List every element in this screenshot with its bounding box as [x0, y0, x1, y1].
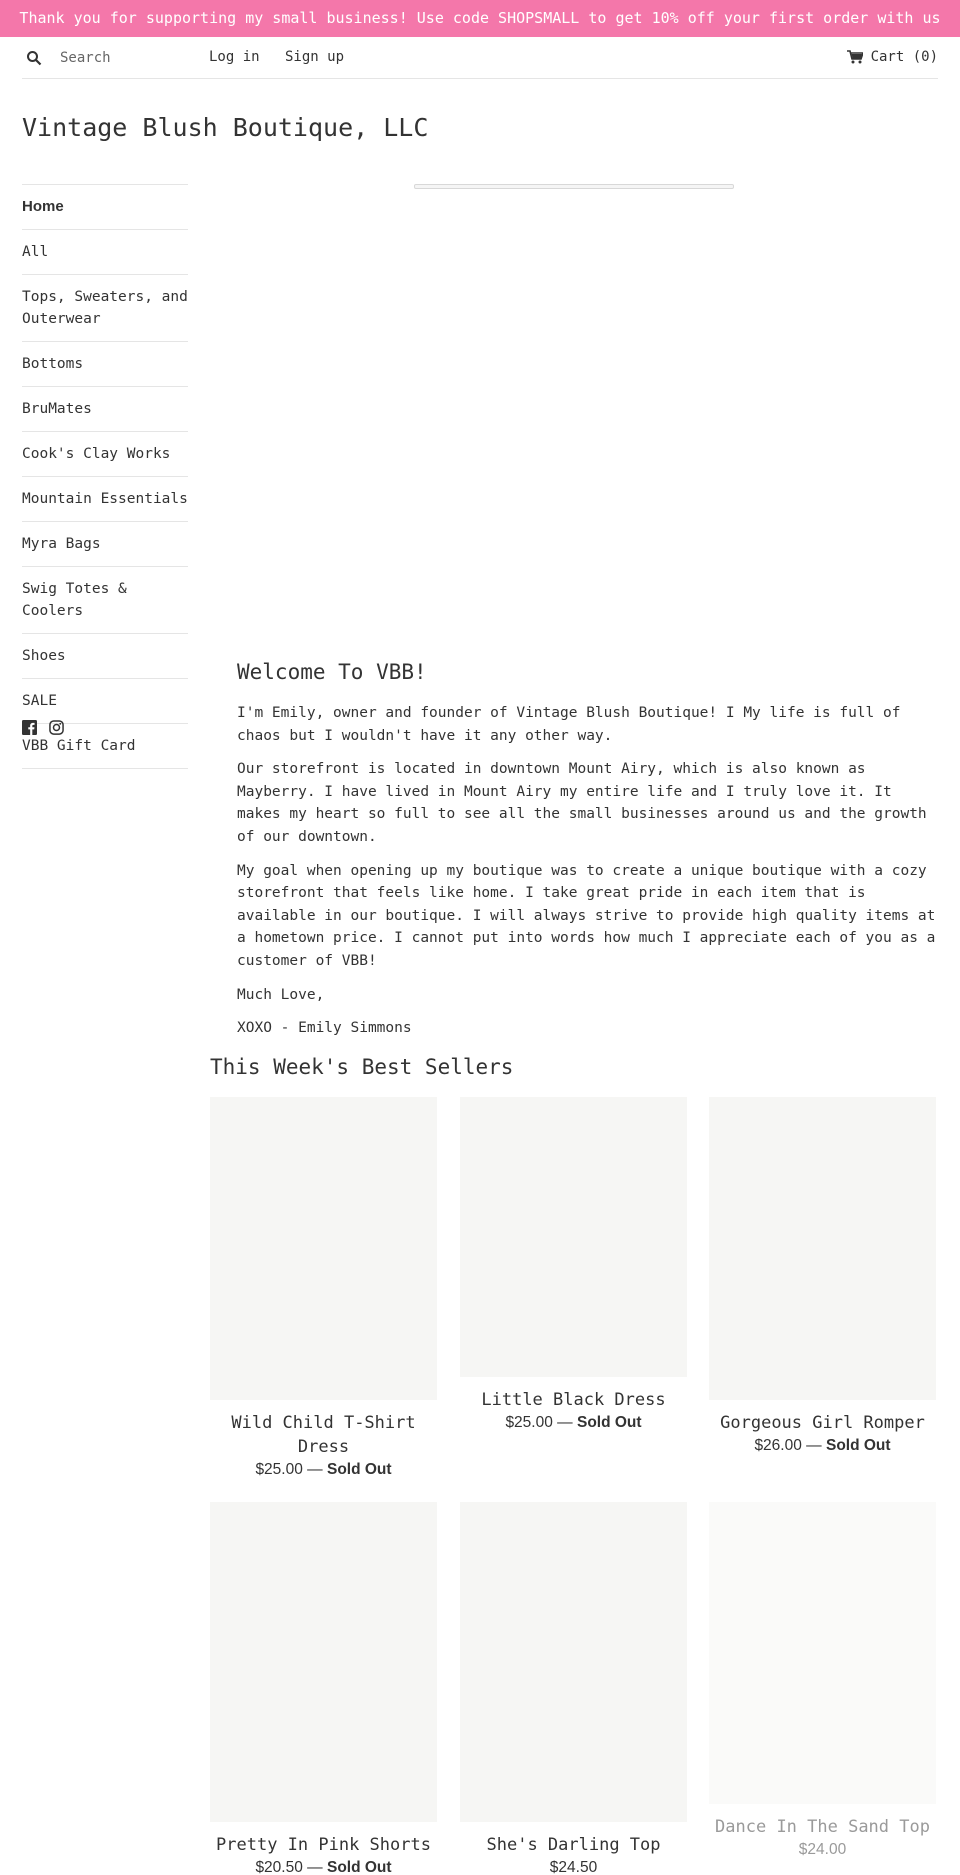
product-card[interactable]	[460, 1502, 687, 1875]
sidebar-item-myra-bags[interactable]: Myra Bags	[22, 521, 188, 566]
facebook-icon[interactable]	[22, 720, 37, 735]
product-price: $25.00 — Sold Out	[255, 1461, 392, 1478]
product-name[interactable]: She's Darling Top	[486, 1835, 661, 1855]
welcome-paragraph: I'm Emily, owner and founder of Vintage Blush Boutique! I My life is full of chaos but I wouldn't have it any other way.	[237, 705, 901, 744]
store-logo[interactable]: Vintage Blush Boutique, LLC	[22, 113, 429, 142]
sidebar-item-cooks-clay-works[interactable]: Cook's Clay Works	[22, 431, 188, 476]
product-price: $24.50	[549, 1859, 598, 1875]
cart-label: Cart (0)	[870, 49, 938, 65]
product-name[interactable]: Dance In The Sand Top	[715, 1817, 930, 1837]
header-bar	[22, 37, 938, 79]
sidebar-item-brumates[interactable]: BruMates	[22, 386, 188, 431]
welcome-paragraph: My goal when opening up my boutique was to create a unique boutique with a cozy storefront that feels like home. I take great pride in each item that is available in our boutique. I will always strive to provide high quality items at a hometown price. I cannot put into words how much I appreciate each of you as a customer of VBB!	[237, 862, 936, 969]
sidebar-item-tops[interactable]: Tops, Sweaters, and Outerwear	[22, 274, 188, 341]
welcome-title: Welcome To VBB!	[237, 660, 427, 684]
product-price: $24.00	[798, 1841, 847, 1858]
search-icon[interactable]	[26, 50, 42, 66]
product-name[interactable]: Pretty In Pink Shorts	[216, 1835, 431, 1855]
product-image[interactable]	[210, 1502, 437, 1822]
product-card[interactable]	[210, 1502, 437, 1875]
announcement-bar: Thank you for supporting my small business! Use code SHOPSMALL to get 10% off your first order with us	[0, 0, 960, 37]
sidebar-item-sale[interactable]: SALE	[22, 678, 188, 723]
product-price: $20.50 — Sold Out	[255, 1859, 392, 1875]
product-image[interactable]	[709, 1502, 936, 1804]
sidebar-item-all[interactable]: All	[22, 229, 188, 274]
product-price: $25.00 — Sold Out	[505, 1414, 642, 1431]
sidebar-divider	[22, 768, 188, 769]
search-input[interactable]	[60, 45, 210, 71]
sidebar-item-home[interactable]: Home	[22, 184, 188, 229]
product-image[interactable]	[709, 1097, 936, 1400]
slideshow-placeholder	[414, 184, 734, 189]
cart-icon	[847, 50, 863, 64]
product-image[interactable]	[460, 1097, 687, 1377]
sidebar-item-mountain-essentials[interactable]: Mountain Essentials	[22, 476, 188, 521]
product-image[interactable]	[210, 1097, 437, 1400]
sold-out-label: Sold Out	[825, 1437, 891, 1454]
login-link[interactable]: Log in	[209, 49, 260, 65]
sidebar-item-gift-card[interactable]: VBB Gift Card	[22, 723, 188, 768]
product-card[interactable]	[709, 1502, 936, 1859]
cart-link[interactable]	[847, 49, 938, 65]
signup-link[interactable]: Sign up	[285, 49, 345, 65]
product-card[interactable]	[460, 1097, 687, 1432]
product-name[interactable]: Little Black Dress	[481, 1390, 666, 1410]
welcome-signoff: Much Love,	[237, 986, 325, 1003]
sold-out-label: Sold Out	[326, 1859, 392, 1875]
welcome-section	[237, 660, 937, 1051]
social-links	[22, 720, 64, 735]
sidebar-item-shoes[interactable]: Shoes	[22, 633, 188, 678]
welcome-paragraph: Our storefront is located in downtown Mount Airy, which is also known as Mayberry. I have lived in Mount Airy my entire life and I truly love it. It makes my heart so full to see all the small businesses around us and the growth of our downtown.	[237, 761, 927, 845]
sidebar-nav	[22, 184, 188, 769]
sidebar-item-swig-totes[interactable]: Swig Totes & Coolers	[22, 566, 188, 633]
sold-out-label: Sold Out	[326, 1461, 392, 1478]
sold-out-label: Sold Out	[576, 1414, 642, 1431]
product-name[interactable]: Gorgeous Girl Romper	[720, 1413, 925, 1433]
product-card[interactable]	[210, 1097, 437, 1479]
product-image[interactable]	[460, 1502, 687, 1822]
welcome-signature: XOXO - Emily Simmons	[237, 1020, 412, 1037]
sidebar-item-bottoms[interactable]: Bottoms	[22, 341, 188, 386]
best-sellers-title: This Week's Best Sellers	[210, 1055, 514, 1079]
product-price: $26.00 — Sold Out	[754, 1437, 891, 1454]
instagram-icon[interactable]	[49, 720, 64, 735]
product-name[interactable]: Wild Child T-Shirt Dress	[231, 1413, 416, 1457]
product-card[interactable]	[709, 1097, 936, 1455]
